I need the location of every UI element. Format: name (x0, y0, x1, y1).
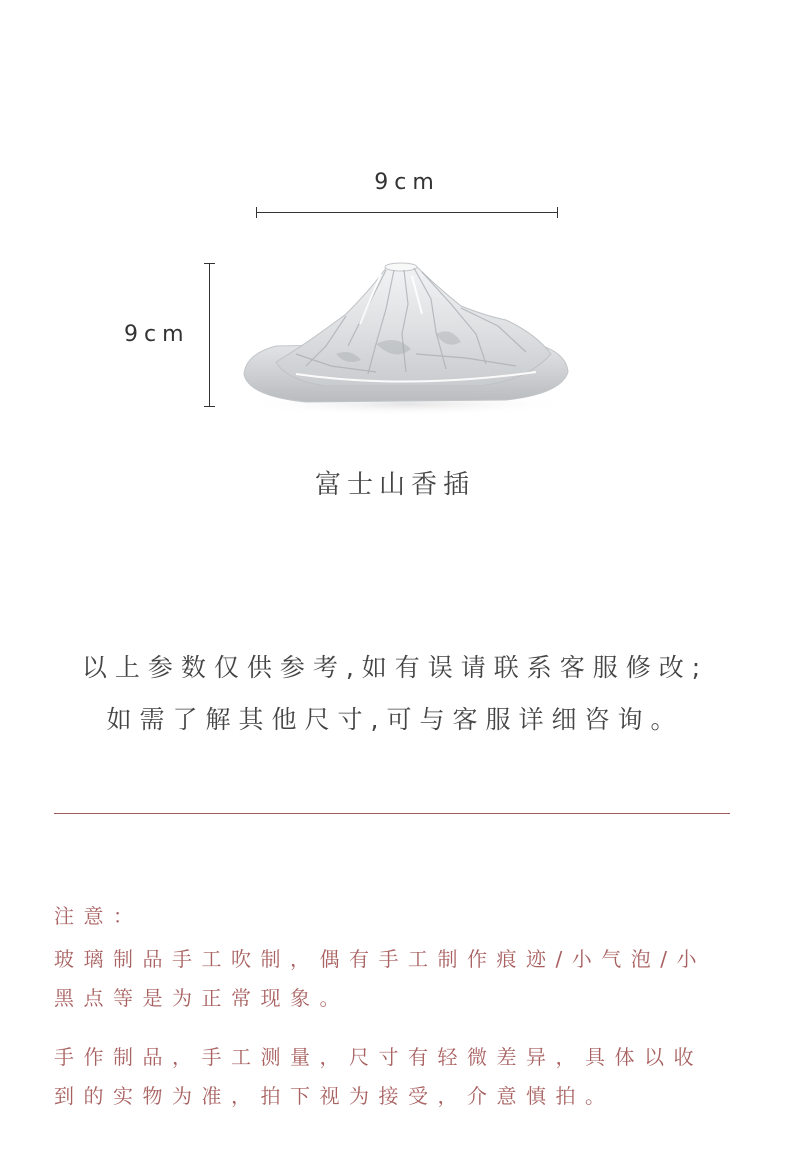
product-name: 富士山香插 (314, 470, 475, 500)
height-dimension-cap-top (204, 263, 215, 264)
notice-paragraph-1-line-1: 玻璃制品手工吹制，偶有手工制作痕迹/小气泡/小 (54, 947, 706, 971)
height-dimension-label: 9cm (124, 322, 190, 347)
width-dimension-cap-right (557, 207, 558, 218)
height-dimension-cap-bottom (204, 406, 215, 407)
width-dimension-cap-left (256, 207, 257, 218)
notice-title: 注意： (54, 904, 143, 928)
notice-paragraph-2-line-2: 到的实物为准，拍下视为接受，介意慎拍。 (54, 1084, 615, 1108)
height-dimension-line (209, 263, 210, 407)
width-dimension-label: 9cm (374, 170, 440, 195)
section-divider (54, 813, 730, 814)
param-note-line-2: 如需了解其他尺寸,可与客服详细咨询。 (106, 705, 684, 734)
notice-paragraph-1-line-2: 黑点等是为正常现象。 (54, 986, 349, 1010)
notice-paragraph-2-line-1: 手作制品，手工测量，尺寸有轻微差异，具体以收 (54, 1045, 703, 1069)
param-note-line-1: 以上参数仅供参考,如有误请联系客服修改; (81, 653, 709, 682)
width-dimension-line (256, 212, 558, 213)
product-image-mount-fuji-incense-holder (236, 254, 576, 424)
